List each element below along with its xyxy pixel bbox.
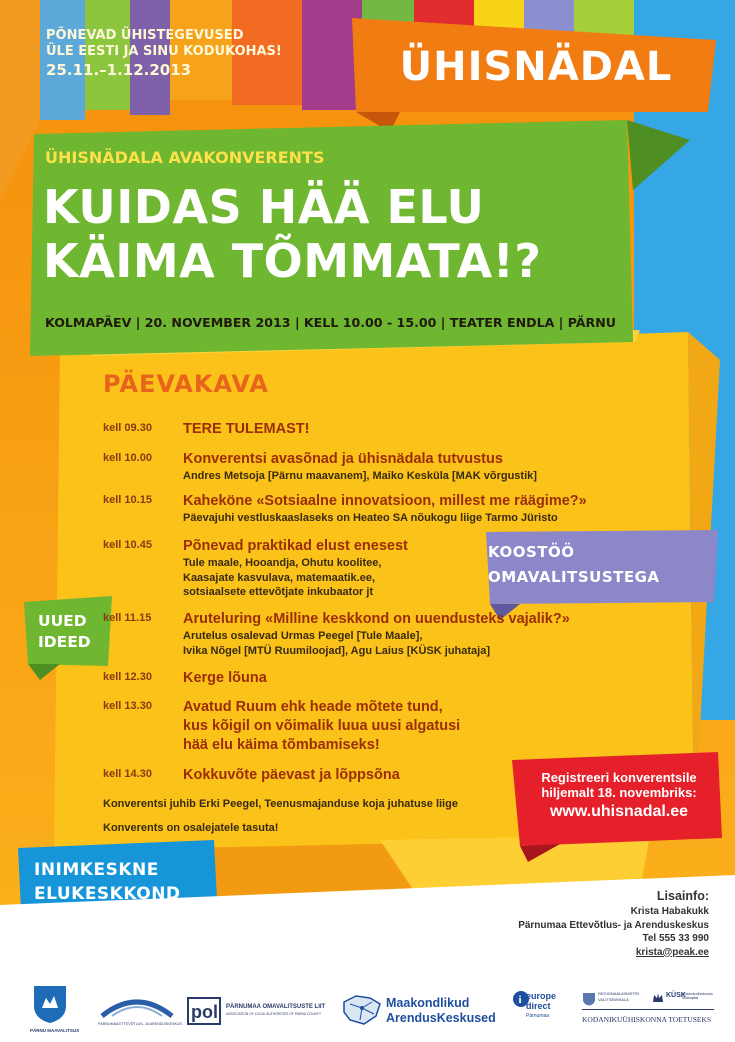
europe-line3: Pärnumaa [526,1013,550,1019]
agenda-time: kell 12.30 [103,671,152,683]
contact-phone: Tel 555 33 990 [642,933,709,944]
agenda-time: kell 13.30 [103,700,152,712]
agenda-details: Andres Metsoja [Pärnu maavanem], Maiko Kesküla [MAK võrgustik] [183,470,537,482]
kysk-abbr: KÜSK [666,992,686,999]
agenda-time: kell 10.45 [103,539,152,551]
header-line1: PÕNEVAD ÜHISTEGEVUSED [46,28,244,43]
pol-logo [186,992,336,1032]
contact-heading: Lisainfo: [656,889,709,903]
agenda-details: Tule maale, Hooandja, Ohutu koolitee, Kaasajate kasvulava, matemaatik.ee, sotsiaalsete ettevõtjate inkubaator jt [183,557,382,598]
brand-title: ÜHISNÄDAL [399,44,673,90]
europe-line1: europe [526,991,557,1001]
mak-logo [340,990,496,1034]
mak-line2: ArendusKeskused [386,1011,496,1025]
crown-icon [652,992,664,1004]
agenda-title: Aruteluring «Milline keskkond on uuendusteks vajalik?» [183,611,570,627]
uued-line1: UUED [38,612,87,630]
header-line2: ÜLE EESTI JA SINU KODUKOHAS! [46,44,282,59]
agenda-title: Kokkuvõte päevast ja lõppsõna [183,767,400,783]
pol-mark-icon [186,992,222,1026]
svg-text:pol: pol [191,1002,218,1022]
parnu-logo-text: PÄRNU MAAVALITSUS [30,1028,80,1033]
parnu-maavalitsus-logo [30,984,80,1036]
agenda-time: kell 14.30 [103,768,152,780]
koostoo-line2: OMAVALITSUSTEGA [488,568,660,586]
mak-line1: Maakondlikud [386,996,470,1010]
main-title [43,180,541,288]
peak-logo [98,994,182,1034]
contact-org: Pärnumaa Ettevõtlus- ja Arenduskeskus [518,919,709,931]
footer-note-moderator: Konverentsi juhib Erki Peegel, Teenusmajanduse koja juhatuse liige [103,798,458,810]
kysk-logo [578,988,718,1038]
subtitle: ÜHISNÄDALA AVAKONVERENTS [45,148,325,167]
agenda-time: kell 10.00 [103,452,152,464]
contact-email[interactable]: krista@peak.ee [635,946,709,958]
svg-text:i: i [518,994,522,1006]
header-dates: 25.11.–1.12.2013 [46,61,192,79]
inimkeskne-line2: ELUKESKKOND [34,884,181,904]
agenda-details: Päevajuhi vestluskaaslaseks on Heateo SA nõukogu liige Tarmo Jüristo [183,512,558,524]
agenda-title: Põnevad praktikad elust enesest [183,538,408,554]
footer-note-free: Konverents on osalejatele tasuta! [103,822,279,834]
title-line-1: KUIDAS HÄÄ ELU [43,180,485,234]
kysk-small: Kodanikuühiskonna Sihtkapital [682,992,713,1000]
agenda-time: kell 09.30 [103,422,152,434]
contact-block [518,888,709,959]
koostoo-ribbon [488,540,660,590]
logo-row [0,982,735,1037]
peak-logo-text: PÄRNUMAA ETTEVÕTLUS- JA ARENDUSKESKUS [98,1022,182,1026]
registration-line2: hiljemalt 18. novembriks: [541,785,697,800]
kysk-divider [582,1009,714,1010]
agenda-title: TERE TULEMAST! [183,421,310,437]
registration-box [520,770,718,824]
stripe-magenta [302,0,362,110]
map-network-icon [340,990,384,1030]
contact-name: Krista Habakukk [630,906,709,917]
registration-line1: Registreeri konverentsile [541,770,697,785]
agenda-title: Kerge lõuna [183,670,267,686]
kysk-line1: REGIONAALMINISTRI [598,991,639,996]
uued-line2: IDEED [38,633,91,651]
inimkeskne-ribbon [34,858,181,906]
agenda-title: Konverentsi avasõnad ja ühisnädala tutvustus [183,451,503,467]
agenda-heading: PÄEVAKAVA [103,370,269,398]
shield-icon [30,984,70,1024]
title-line-2: KÄIMA TÕMMATA!? [43,234,542,288]
europe-line2: direct [526,1001,551,1011]
europe-direct-logo [512,986,562,1036]
agenda-time: kell 10.15 [103,494,152,506]
registration-link[interactable]: www.uhisnadal.ee [549,803,689,820]
pol-name: PÄRNUMAA OMAVALITSUSTE LIIT [226,1004,326,1010]
header-block [46,28,282,80]
inimkeskne-line1: INIMKESKNE [34,860,159,880]
agenda-title: Avatud Ruum ehk heade mõtete tund, kus kõigil on võimalik luua uusi algatusi hää elu käima tõmbamiseks! [183,699,461,753]
coat-of-arms-icon [582,992,596,1006]
event-info-line: KOLMAPÄEV | 20. NOVEMBER 2013 | KELL 10.00 - 15.00 | TEATER ENDLA | PÄRNU [45,315,617,330]
kysk-footer: KODANIKUÜHISKONNA TOETUSEKS [582,1015,712,1024]
agenda-details: Arutelus osalevad Urmas Peegel [Tule Maale], Ivika Nõgel [MTÜ Ruumiloojad], Agu Laius [KÜSK juhataja] [183,630,490,657]
agenda-time: kell 11.15 [103,612,152,624]
pol-subtitle: ASSOCIATION OF LOCAL AUTHORITIES OF PÄRNU COUNTY [226,1012,322,1016]
kysk-line2: VALITSEMISALA [598,997,629,1002]
koostoo-line1: KOOSTÖÖ [488,543,575,561]
uued-ideed-ribbon [38,611,91,653]
arc-icon [98,994,176,1018]
agenda-title: Kaheköne «Sotsiaalne innovatsioon, millest me räägime?» [183,493,587,509]
